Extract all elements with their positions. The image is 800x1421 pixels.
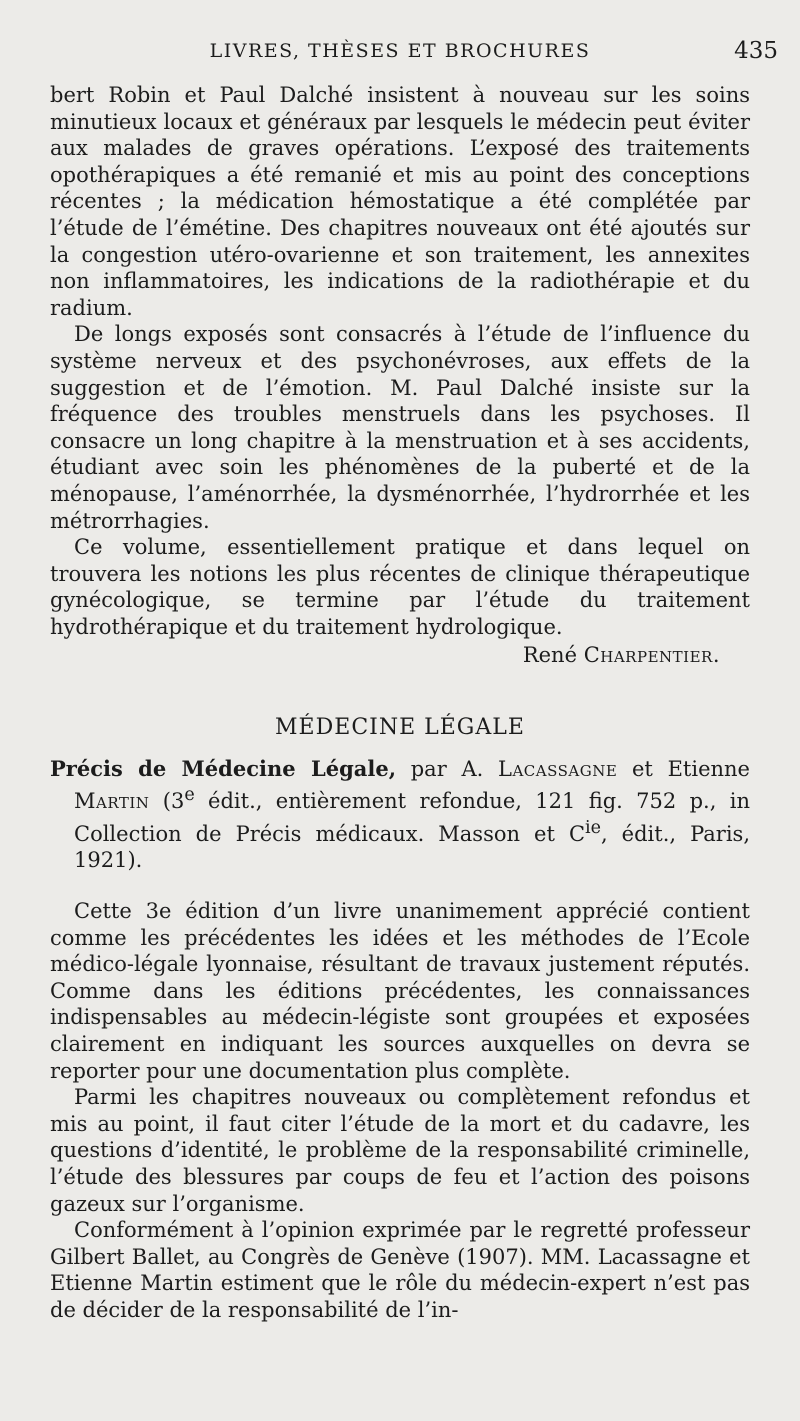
- reference-details-a: (3: [162, 789, 185, 814]
- reference-sup-1: e: [184, 785, 195, 806]
- running-title: LIVRES, THÈSES ET BROCHURES: [209, 40, 591, 62]
- running-header: [0, 40, 800, 74]
- review1-paragraph-1: bert Robin et Paul Dalché insistent à nouveau sur les soins minutieux locaux et généraux par lesquels le médecin peut éviter aux malades de graves opérations. L’exposé des traitements opothérapiques a été remanié et mis au point des conceptions récentes ; la médication hémostatique a été complétée par l’étude de l’émétine. Des chapitres nouveaux ont été ajoutés sur la congestion utéro-ovarienne et son traitement, les annexites non inflammatoires, les indications de la radiothérapie et du radium.: [50, 83, 750, 320]
- reference-author-2: Martin: [74, 789, 150, 814]
- review2-paragraph-3: Conformément à l’opinion exprimée par le regretté professeur Gilbert Ballet, au Congrès de Genève (1907). MM. Lacassagne et Etienne Martin estiment que le rôle du médecin-expert n’est pas de décider de la responsabilité de l’in-: [50, 1218, 750, 1322]
- reference-title: Précis de Médecine Légale,: [50, 755, 397, 781]
- book-reference: [50, 756, 750, 874]
- body-text: [50, 82, 750, 1324]
- signature-first-name: René: [522, 643, 578, 668]
- review1-signature: [50, 642, 750, 669]
- spacer: [50, 874, 750, 898]
- reference-details-b: édit., entièrement refondue, 121 fig. 752 p., in Collection de Précis médicaux. Masson et C: [74, 789, 750, 846]
- reference-and: et Etienne: [632, 756, 750, 781]
- page-number: 435: [734, 38, 778, 64]
- reference-sup-2: ie: [585, 817, 601, 838]
- review1-paragraph-3: Ce volume, essentiellement pratique et dans lequel on trouvera les notions les plus récentes de clinique thérapeutique gynécologique, se termine par l’étude du traitement hydrothérapique et du traitement hydrologique.: [50, 535, 750, 639]
- review2-paragraph-1: Cette 3e édition d’un livre unanimement apprécié contient comme les précédentes les idées et les méthodes de l’Ecole médico-légale lyonnaise, résultant de travaux justement réputés. Comme dans les éditions précédentes, les connaissances indispensables au médecin-légiste sont groupées et exposées clairement en indiquant les sources auxquelles on devra se reporter pour une documentation plus complète.: [50, 899, 750, 1083]
- reference-by: par A.: [410, 756, 484, 781]
- signature-last-name: Charpentier.: [583, 643, 720, 668]
- section-heading: MÉDECINE LÉGALE: [275, 715, 525, 741]
- reference-details-c: , édit., Paris, 1921).: [74, 821, 750, 873]
- review1-paragraph-2: De longs exposés sont consacrés à l’étude de l’influence du système nerveux et des psychonévroses, aux effets de la suggestion et de l’émotion. M. Paul Dalché insiste sur la fréquence des troubles menstruels dans les psychoses. Il consacre un long chapitre à la menstruation et à ses accidents, étudiant avec soin les phénomènes de la puberté et de la ménopause, l’aménorrhée, la dysménorrhée, l’hydrorrhée et les métrorrhagies.: [50, 322, 750, 533]
- review2-paragraph-2: Parmi les chapitres nouveaux ou complètement refondus et mis au point, il faut citer l’étude de la mort et du cadavre, les questions d’identité, le problème de la responsabilité criminelle, l’étude des blessures par coups de feu et l’action des poisons gazeux sur l’organisme.: [50, 1085, 750, 1216]
- reference-author-1: Lacassagne: [498, 756, 618, 781]
